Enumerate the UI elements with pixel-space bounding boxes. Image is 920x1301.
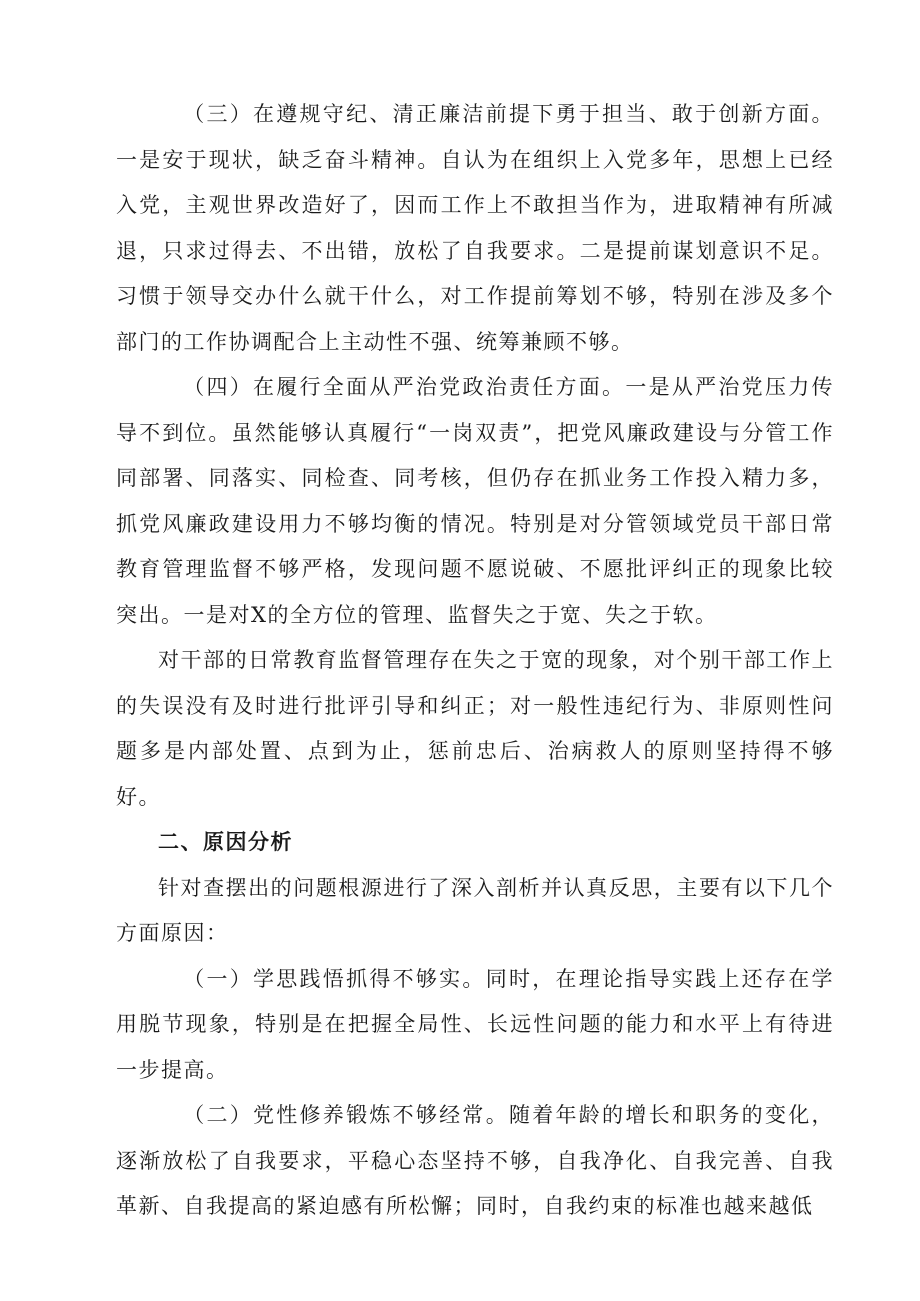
heading-cause-analysis: 二、原因分析	[158, 830, 293, 854]
paragraph-section-four: （四）在履行全面从严治党政治责任方面。一是从严治党压力传导不到位。虽然能够认真履行“一岗双责”，把党风廉政建设与分管工作同部署、同落实、同检查、同考核，但仍存在抓业务工作投入精力多，抓党风廉政建设用力不够均衡的情况。特别是对分管领域党员干部日常教育管理监督不够严格，发现问题不愿说破、不愿批评纠正的现象比较突出。一是对X的全方位的管理、监督失之于宽、失之于软。	[116, 375, 834, 627]
document-body	[116, 92, 834, 1230]
paragraph-cause-one: （一）学思践悟抓得不够实。同时，在理论指导实践上还存在学用脱节现象，特别是在把握全局性、长远性问题的能力和水平上有待进一步提高。	[116, 966, 834, 1082]
paragraph-cause-two: （二）党性修养锻炼不够经常。随着年龄的增长和职务的变化，逐渐放松了自我要求，平稳心态坚持不够，自我净化、自我完善、自我革新、自我提高的紧迫感有所松懈；同时，自我约束的标准也越来越低	[116, 1103, 834, 1218]
paragraph-cadre-supervision: 对干部的日常教育监督管理存在失之于宽的现象，对个别干部工作上的失误没有及时进行批评引导和纠正；对一般性违纪行为、非原则性问题多是内部处置、点到为止，惩前忠后、治病救人的原则坚持得不够好。	[116, 648, 834, 809]
paragraph-section-three: （三）在遵规守纪、清正廉洁前提下勇于担当、敢于创新方面。一是安于现状，缺乏奋斗精神。自认为在组织上入党多年，思想上已经入党，主观世界改造好了，因而工作上不敢担当作为，进取精神有所减退，只求过得去、不出错，放松了自我要求。二是提前谋划意识不足。习惯于领导交办什么就干什么，对工作提前筹划不够，特别在涉及多个部门的工作协调配合上主动性不强、统筹兼顾不够。	[116, 102, 834, 354]
paragraph-cause-intro: 针对查摆出的问题根源进行了深入剖析并认真反思，主要有以下几个方面原因：	[116, 875, 834, 945]
